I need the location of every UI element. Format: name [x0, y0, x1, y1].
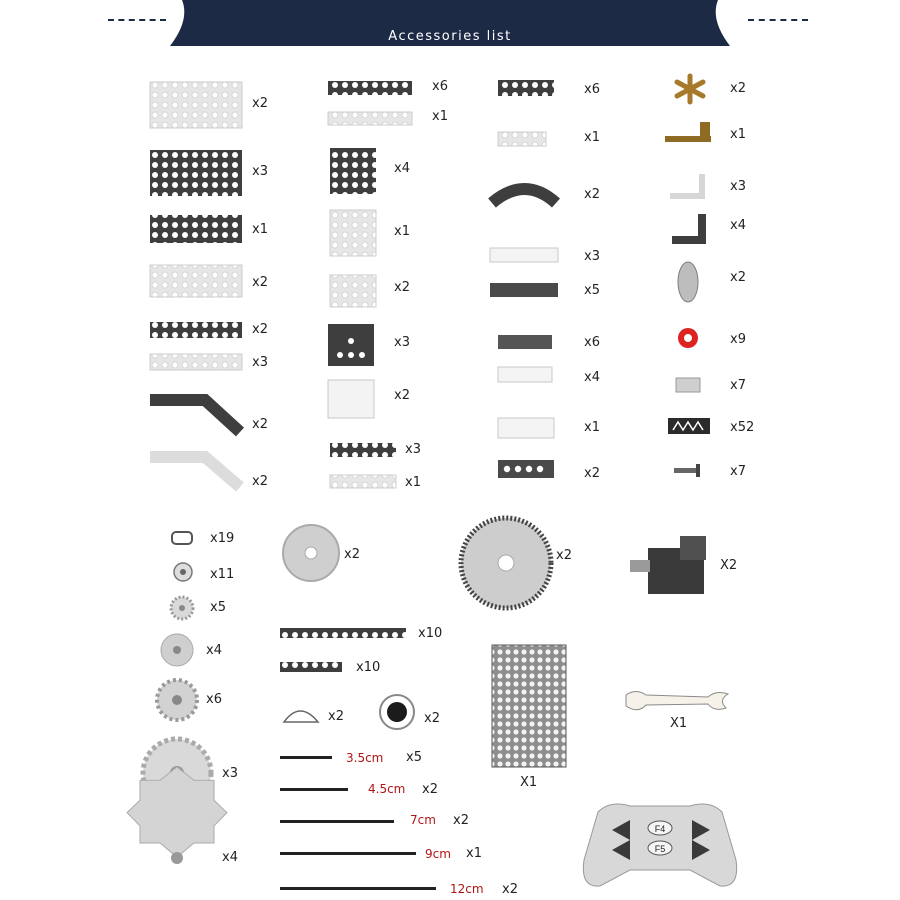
- qty-label: x7: [730, 464, 746, 479]
- qty-label: x2: [394, 388, 410, 403]
- qty-label: x2: [730, 270, 746, 285]
- angle-dark: [672, 214, 702, 240]
- qty-label: x4: [222, 850, 238, 865]
- qty-label: x2: [252, 275, 268, 290]
- page-title: Accessories list: [388, 29, 512, 44]
- qty-label: x52: [730, 420, 755, 435]
- qty-label: x4: [584, 370, 600, 385]
- axle-7: [280, 820, 394, 823]
- battery-box: [492, 645, 566, 767]
- brick-dark: [328, 324, 374, 366]
- arc-beam-dark: [492, 189, 556, 203]
- plate-dark-medium: [150, 215, 242, 243]
- qty-label: x9: [730, 332, 746, 347]
- gear-tiny: [171, 597, 193, 619]
- qty-label: x2: [453, 813, 469, 828]
- plate-light-large: [150, 82, 242, 128]
- beam-dark-short: [330, 443, 396, 457]
- qty-label: x6: [206, 692, 222, 707]
- tire-black: [380, 695, 414, 729]
- beam-dark-thick: [498, 460, 554, 478]
- tread-pad: [668, 418, 710, 434]
- qty-label: x1: [252, 222, 268, 237]
- beam-dark-long: [328, 81, 412, 95]
- axle-35: [280, 756, 332, 759]
- beam-light-notched: [150, 354, 242, 370]
- qty-label: x1: [394, 224, 410, 239]
- qty-label: x2: [328, 709, 344, 724]
- qty-label: x2: [344, 547, 360, 562]
- qty-label: X2: [720, 558, 738, 573]
- bracket-bronze: [665, 122, 711, 142]
- wrench: [626, 692, 728, 710]
- qty-label: x3: [730, 179, 746, 194]
- axle-length: 4.5cm: [368, 782, 406, 796]
- qty-label: x11: [210, 567, 235, 582]
- wheel-medium: [283, 525, 339, 581]
- qty-label: x2: [584, 466, 600, 481]
- red-bushing: [678, 328, 698, 348]
- qty-label: X1: [520, 775, 538, 790]
- beam-dark-11: [280, 628, 406, 638]
- hub-star: [677, 76, 703, 102]
- qty-label: x1: [584, 420, 600, 435]
- axle-length: 9cm: [425, 847, 451, 861]
- qty-label: x1: [405, 475, 421, 490]
- beam-light-short-2: [498, 132, 546, 146]
- qty-label: x6: [432, 79, 448, 94]
- qty-label: x2: [502, 882, 518, 897]
- gear-large: [127, 767, 227, 864]
- qty-label: x5: [210, 600, 226, 615]
- bent-beam-dark: [150, 400, 240, 432]
- remote-button-f5: F5: [654, 844, 666, 854]
- connector-light: [498, 367, 552, 382]
- qty-label: x3: [394, 335, 410, 350]
- qty-label: x10: [418, 626, 443, 641]
- qty-label: x2: [730, 81, 746, 96]
- qty-label: x1: [584, 130, 600, 145]
- pulley-small: [161, 634, 193, 666]
- qty-label: x1: [466, 846, 482, 861]
- qty-label: x19: [210, 531, 235, 546]
- gear-wheel-large: [461, 518, 551, 608]
- qty-label: x3: [222, 766, 238, 781]
- qty-label: x2: [424, 711, 440, 726]
- qty-label: x5: [584, 283, 600, 298]
- qty-label: x10: [356, 660, 381, 675]
- qty-label: x2: [394, 280, 410, 295]
- liftarm-light: [490, 248, 558, 262]
- qty-label: x3: [584, 249, 600, 264]
- qty-label: x2: [252, 474, 268, 489]
- connector-dark: [498, 335, 552, 349]
- pin-bolt: [674, 464, 700, 477]
- plate-dark-square: [330, 148, 376, 194]
- qty-label: x4: [730, 218, 746, 233]
- beam-dark-notched: [150, 322, 242, 338]
- qty-label: x2: [556, 548, 572, 563]
- motor-box: [630, 536, 706, 594]
- qty-label: x1: [432, 109, 448, 124]
- beam-light-short: [330, 475, 396, 488]
- qty-label: x2: [422, 782, 438, 797]
- spacer-plate: [676, 378, 700, 392]
- gear-small: [157, 680, 197, 720]
- beam-dark-short-2: [498, 80, 554, 96]
- liftarm-dark: [490, 283, 558, 297]
- qty-label: x6: [584, 335, 600, 350]
- qty-label: x4: [394, 161, 410, 176]
- qty-label: x4: [206, 643, 222, 658]
- qty-label: x3: [405, 442, 421, 457]
- qty-label: x3: [252, 355, 268, 370]
- pulley-stack: [678, 262, 698, 302]
- qty-label: x2: [252, 96, 268, 111]
- plate-dark-large: [150, 150, 242, 196]
- axle-length: 7cm: [410, 813, 436, 827]
- bent-beam-light: [150, 457, 240, 487]
- qty-label: x2: [584, 187, 600, 202]
- qty-label: x3: [252, 164, 268, 179]
- axle-length: 12cm: [450, 882, 484, 896]
- plate-light-square: [330, 210, 376, 256]
- remote-button-f4: F4: [654, 824, 666, 834]
- angle-light: [670, 174, 702, 196]
- qty-label: x6: [584, 82, 600, 97]
- axle-9: [280, 852, 416, 855]
- axle-45: [280, 788, 348, 791]
- chain-link: [172, 532, 192, 544]
- qty-label: x2: [252, 417, 268, 432]
- axle-12: [280, 887, 436, 890]
- beam-light-thick: [498, 418, 554, 438]
- beam-dark-5: [280, 662, 342, 672]
- beam-light-long: [328, 112, 412, 125]
- lamp-dome: [284, 711, 318, 722]
- brick-light: [328, 380, 374, 418]
- qty-label: x2: [252, 322, 268, 337]
- axle-length: 3.5cm: [346, 751, 384, 765]
- qty-label: x7: [730, 378, 746, 393]
- plate-light-small: [330, 275, 376, 307]
- qty-label: X1: [670, 716, 688, 731]
- bushing-gray: [174, 563, 192, 581]
- qty-label: x1: [730, 127, 746, 142]
- plate-light-medium: [150, 265, 242, 297]
- qty-label: x5: [406, 750, 422, 765]
